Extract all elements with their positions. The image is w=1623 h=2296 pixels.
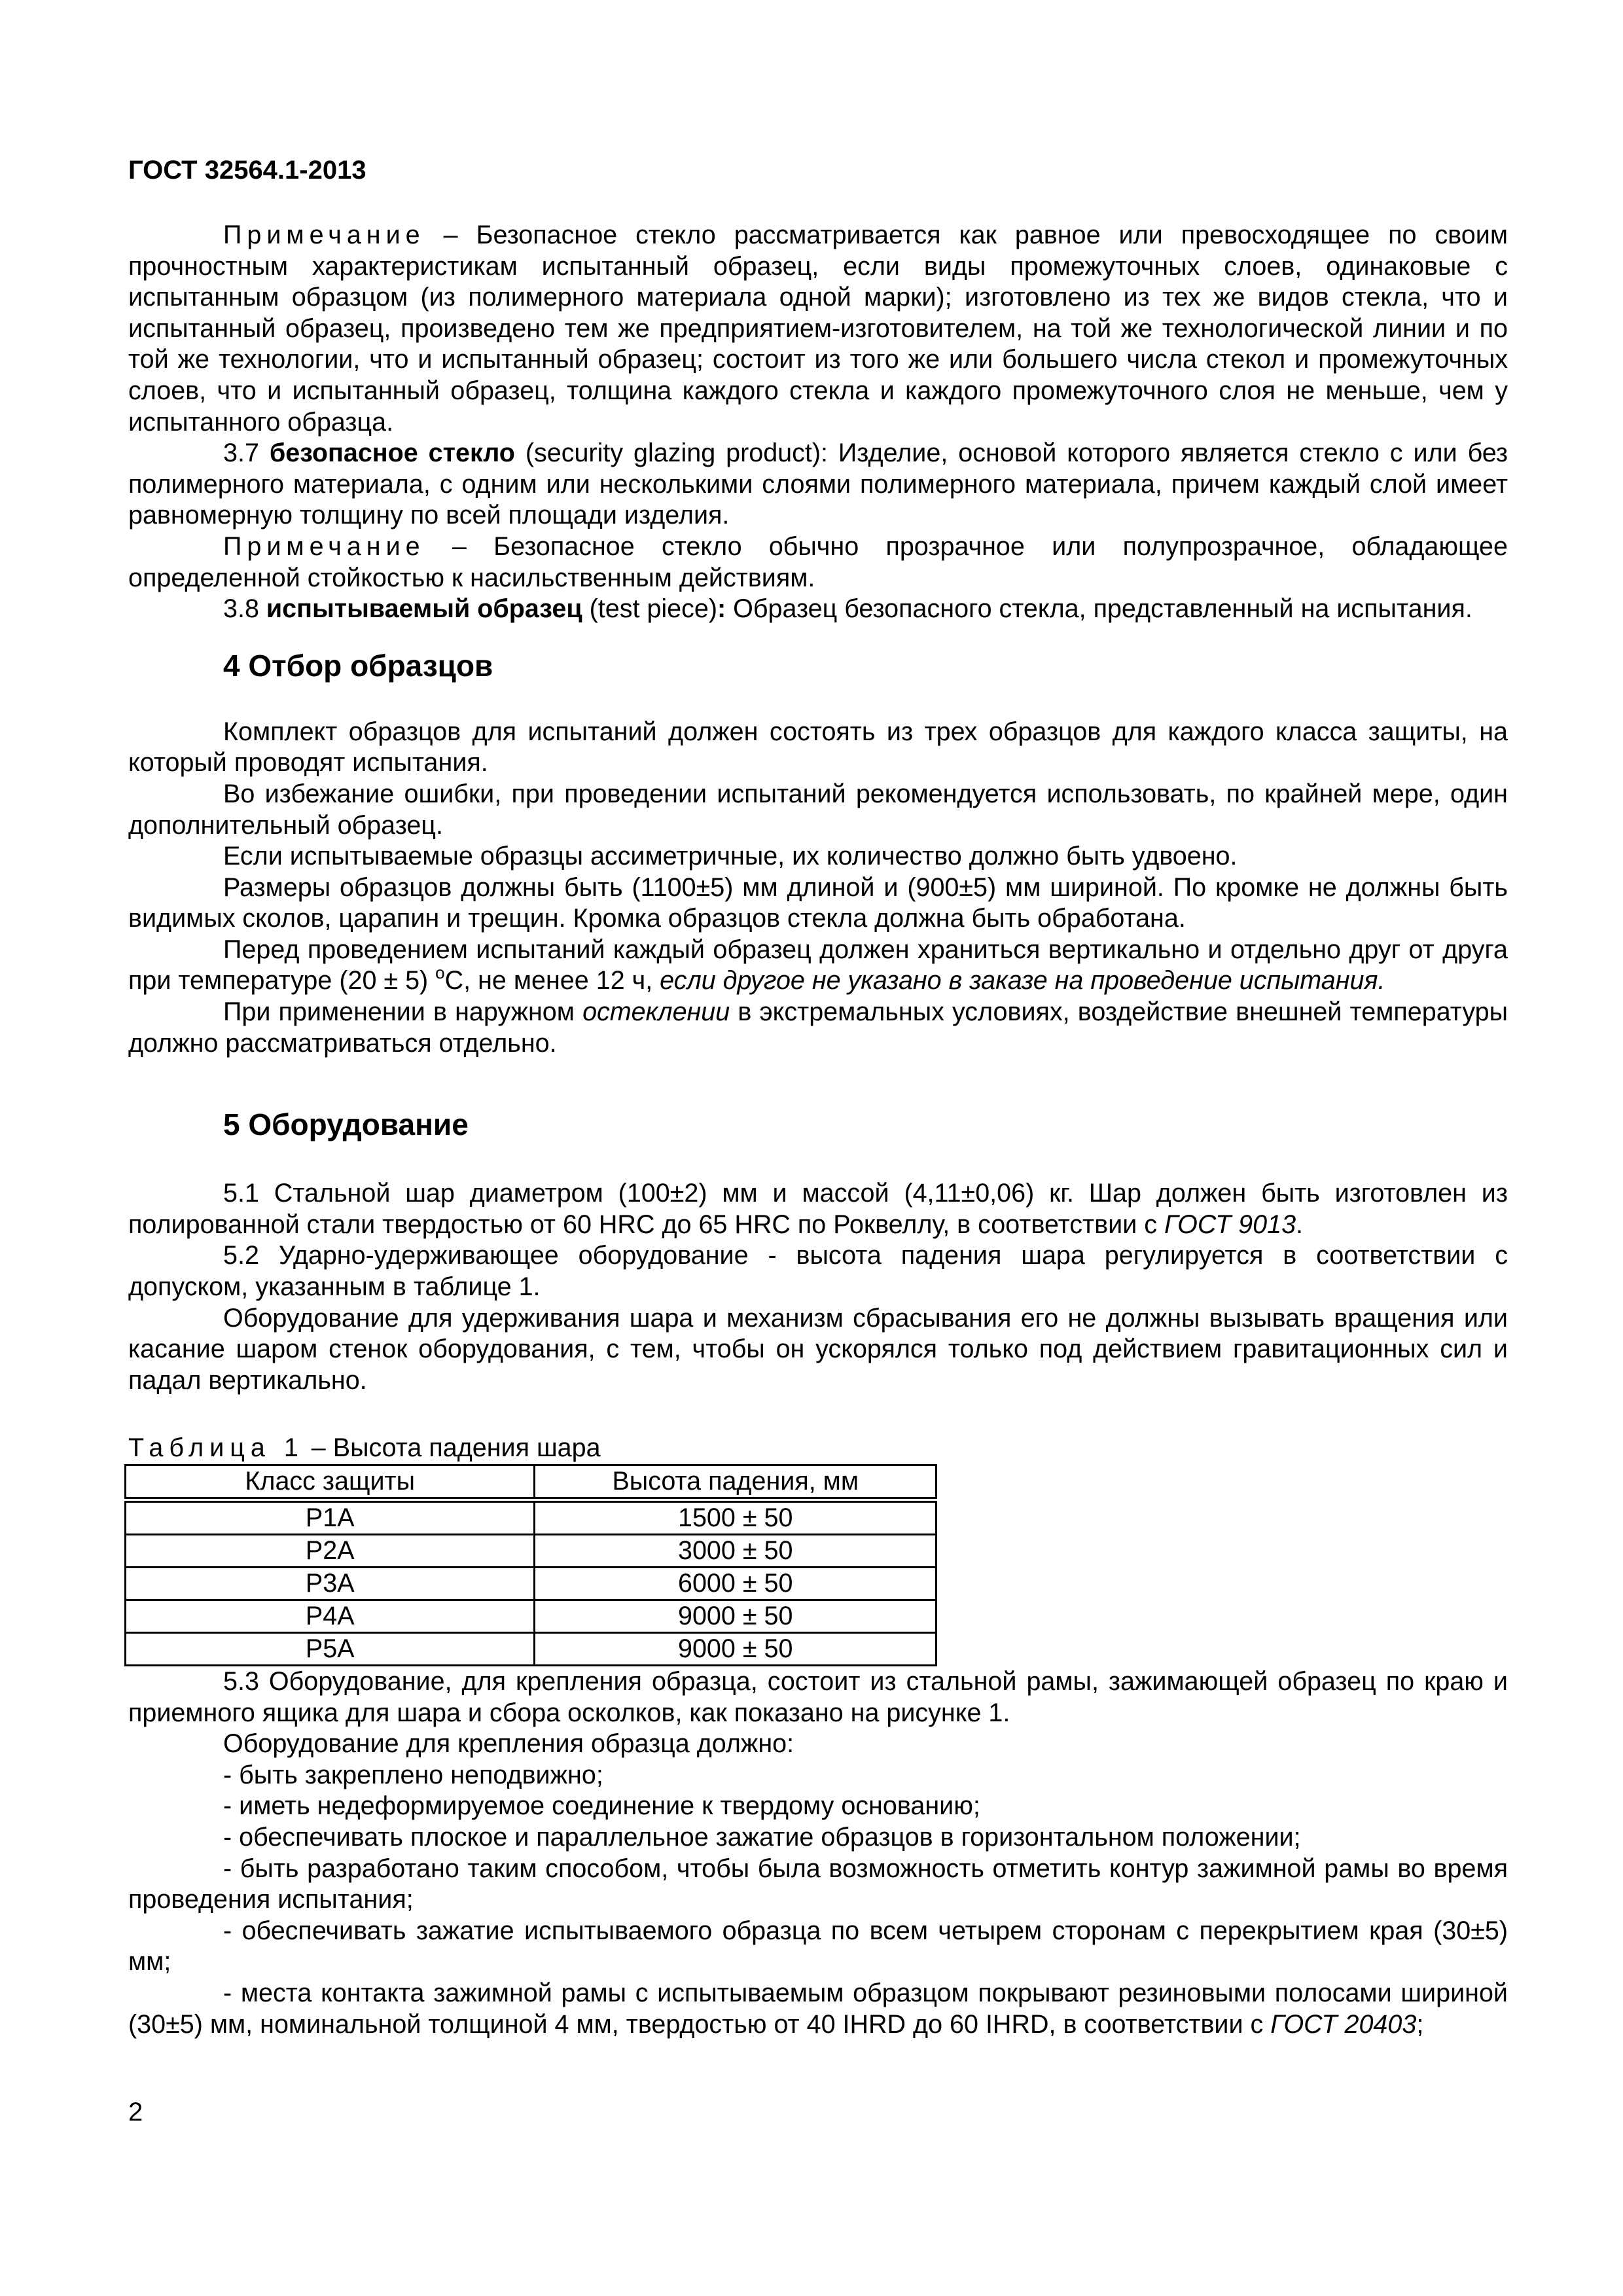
- text-run: – Безопасное стекло обычно прозрачное или полупрозрачное, обладающее определенной стойкостью к насильственным действиям.: [128, 531, 1508, 592]
- drop-height-cell: 3000 ± 50: [535, 1535, 936, 1568]
- list-item: [128, 1854, 1508, 1916]
- drop-height-cell: 6000 ± 50: [535, 1568, 936, 1600]
- text-run: Оборудование для крепления образца должно:: [223, 1729, 794, 1759]
- list-item: [128, 1760, 1508, 1791]
- drop-height-cell: 1500 ± 50: [535, 1500, 936, 1535]
- text-run: С, не менее 12 ч,: [444, 966, 660, 996]
- text-run: Оборудование для удерживания шара и механизм сбрасывания его не должны вызывать вращения или касание шаром стенок оборудования, с тем, чтобы он ускорялся только под действием гравитационных сил и падал вертикально.: [128, 1303, 1508, 1395]
- protection-class-cell: P5A: [126, 1633, 535, 1666]
- section-4-body: [128, 717, 1508, 1060]
- paragraph: [128, 594, 1508, 625]
- table-row: [126, 1500, 936, 1535]
- table-body: [126, 1500, 936, 1666]
- paragraph: [128, 779, 1508, 841]
- text-run: Во избежание ошибки, при проведении испытаний рекомендуется использовать, по крайней мере, один дополнительный образец.: [128, 779, 1508, 840]
- text-run: - обеспечивать зажатие испытываемого образца по всем четырем сторонам с перекрытием края (30±5) мм;: [128, 1916, 1508, 1977]
- list-item: [128, 1822, 1508, 1854]
- list-item: [128, 1916, 1508, 1978]
- text-run: - быть разработано таким способом, чтобы была возможность отметить контур зажимной рамы во время проведения испытания;: [128, 1854, 1508, 1914]
- list-item: [128, 1978, 1508, 2040]
- italic-text: ГОСТ 20403: [1270, 2009, 1417, 2039]
- protection-class-cell: P2A: [126, 1535, 535, 1568]
- note-label: Примечание: [223, 221, 425, 249]
- table-caption: [128, 1433, 1508, 1464]
- drop-height-cell: 9000 ± 50: [535, 1633, 936, 1666]
- bold-term: испытываемый образец: [266, 594, 582, 624]
- table-row: [126, 1568, 936, 1600]
- text-run: Если испытываемые образцы ассиметричные, их количество должно быть удвоено.: [223, 842, 1238, 871]
- paragraph: [128, 1666, 1508, 1729]
- table-header-row: [126, 1465, 936, 1500]
- text-run: (security glazing product): Изделие, основой которого является стекло с или без полимерного материала, с одним или несколькими слоями полимерного материала, причем каждый слой имеет равномерную толщину по всей площади изделия.: [128, 439, 1508, 530]
- table-row: [126, 1633, 936, 1666]
- italic-text: если другое не указано в заказе на проведение испытания.: [660, 966, 1385, 996]
- text-run: - быть закреплено неподвижно;: [223, 1760, 603, 1789]
- page-content: [128, 220, 1508, 2040]
- section-5-body: [128, 1178, 1508, 1396]
- paragraph: [128, 997, 1508, 1059]
- mounting-requirements-list: [128, 1760, 1508, 2040]
- degree-superscript: o: [435, 963, 445, 983]
- text-run: .: [1296, 1210, 1304, 1239]
- paragraph: [128, 841, 1508, 872]
- paragraph: [128, 935, 1508, 997]
- text-run: При применении в наружном: [223, 997, 583, 1027]
- paragraph: [128, 438, 1508, 531]
- text-run: Образец безопасного стекла, представленный на испытания.: [726, 594, 1472, 624]
- text-run: 5.2 Ударно-удерживающее оборудование - высота падения шара регулируется в соответствии с допуском, указанным в таблице 1.: [128, 1241, 1508, 1302]
- bold-term: :: [717, 594, 726, 624]
- list-item: [128, 1791, 1508, 1822]
- text-run: Комплект образцов для испытаний должен состоять из трех образцов для каждого класса защиты, на который проводят испытания.: [128, 717, 1508, 778]
- paragraph: [128, 1240, 1508, 1302]
- table-row: [126, 1600, 936, 1633]
- table-caption-text: – Высота падения шара: [304, 1433, 601, 1463]
- text-run: 5.3 Оборудование, для крепления образца, состоит из стальной рамы, зажимающей образец по краю и приемного ящика для шара и сбора осколков, как показано на рисунке 1.: [128, 1667, 1508, 1727]
- table-caption-label: Таблица 1: [128, 1433, 304, 1463]
- text-run: 5.1 Стальной шар диаметром (100±2) мм и массой (4,11±0,06) кг. Шар должен быть изготовлен из полированной стали твердостью от 60 HRC до 65 HRC по Роквеллу, в соответствии с: [128, 1179, 1508, 1239]
- bold-term: безопасное стекло: [269, 439, 515, 468]
- paragraph: [128, 1303, 1508, 1397]
- text-run: 3.7: [223, 439, 270, 468]
- note-label: Примечание: [223, 531, 425, 561]
- paragraph: [128, 717, 1508, 779]
- drop-height-table: [124, 1464, 937, 1666]
- text-run: – Безопасное стекло рассматривается как равное или превосходящее по своим прочностным характеристикам испытанный образец, если виды промежуточных слоев, одинаковые с испытанным образцом (из полимерного материала одной марки); изготовлено из тех же видов стекла, что и испытанный образец, произведено тем же предприятием-изготовителем, на той же технологической линии и по той же технологии, что и испытанный образец; состоит из того же или большего числа стекол и промежуточных слоев, что и испытанный образец, толщина каждого стекла и каждого промежуточного слоя не меньше, чем у испытанного образца.: [128, 221, 1508, 437]
- protection-class-cell: P3A: [126, 1568, 535, 1600]
- text-run: Размеры образцов должны быть (1100±5) мм длиной и (900±5) мм шириной. По кромке не должны быть видимых сколов, царапин и трещин. Кромка образцов стекла должна быть обработана.: [128, 872, 1508, 933]
- text-run: (test piece): [582, 594, 718, 624]
- drop-height-cell: 9000 ± 50: [535, 1600, 936, 1633]
- italic-text: ГОСТ 9013: [1164, 1210, 1296, 1239]
- text-run: - иметь недеформируемое соединение к твердому основанию;: [223, 1791, 980, 1821]
- text-run: ;: [1416, 2009, 1424, 2039]
- document-code-header: ГОСТ 32564.1-2013: [128, 156, 366, 185]
- section-4-heading: 4 Отбор образцов: [223, 648, 493, 683]
- paragraph: [128, 531, 1508, 594]
- column-header-protection-class: Класс защиты: [126, 1465, 535, 1500]
- protection-class-cell: P1A: [126, 1500, 535, 1535]
- text-run: - места контакта зажимной рамы с испытываемым образцом покрывают резиновыми полосами шириной (30±5) мм, номинальной толщиной 4 мм, твердостью от 40 IHRD до 60 IHRD, в соответствии с: [128, 1978, 1508, 2039]
- text-run: Перед проведением испытаний каждый образец должен храниться вертикально и отдельно друг от друга при температуре (20 ± 5): [128, 935, 1508, 996]
- section-5-heading: 5 Оборудование: [223, 1107, 469, 1142]
- column-header-drop-height: Высота падения, мм: [535, 1465, 936, 1500]
- paragraph: [128, 1178, 1508, 1240]
- text-run: 3.8: [223, 594, 266, 624]
- protection-class-cell: P4A: [126, 1600, 535, 1633]
- paragraph: [128, 872, 1508, 935]
- paragraph: [128, 220, 1508, 438]
- page-number: 2: [128, 2098, 143, 2126]
- table-row: [126, 1535, 936, 1568]
- text-run: в экстремальных условиях, воздействие внешней температуры должно рассматриваться отдельно.: [128, 997, 1508, 1058]
- text-run: - обеспечивать плоское и параллельное зажатие образцов в горизонтальном положении;: [223, 1822, 1301, 1852]
- definitions-block: [128, 220, 1508, 625]
- italic-text: остеклении: [582, 997, 730, 1027]
- paragraph: [128, 1729, 1508, 1760]
- section-5-3-body: [128, 1666, 1508, 1760]
